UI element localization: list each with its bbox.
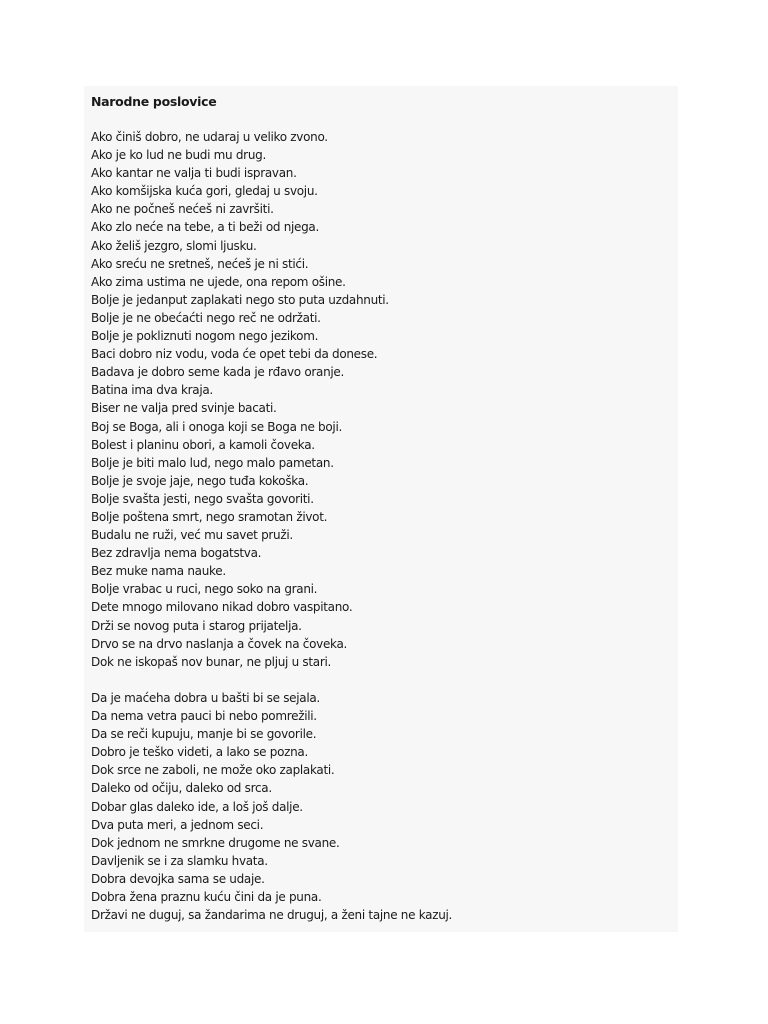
document-title: Narodne poslovice	[91, 94, 217, 109]
proverb-line: Dok ne iskopaš nov bunar, ne pljuj u stari.	[91, 654, 331, 669]
proverb-line: Davljenik se i za slamku hvata.	[91, 853, 268, 868]
proverb-line: Ako činiš dobro, ne udaraj u veliko zvono.	[91, 130, 328, 144]
proverb-line: Badava je dobro seme kada je rđavo oranje.	[91, 365, 345, 380]
proverb-line: Bolje je pokliznuti nogom nego jezikom.	[91, 329, 319, 344]
proverb-line: Bolest i planinu obori, a kamoli čoveka.	[91, 437, 315, 452]
proverb-line: Bez zdravlja nema bogatstva.	[91, 546, 262, 561]
proverb-line: Da je maćeha dobra u bašti bi se sejala.	[91, 691, 320, 705]
proverb-line: Dva puta meri, a jednom seci.	[91, 817, 264, 832]
proverb-line: Budalu ne ruži, već mu savet pruži.	[91, 528, 293, 543]
proverb-line: Ako ne počneš nećeš ni završiti.	[91, 202, 274, 217]
proverb-list-second	[91, 689, 452, 924]
proverb-line: Da se reči kupuju, manje bi se govorile.	[91, 727, 317, 742]
proverb-list-first	[91, 128, 389, 671]
proverb-line: Bolje je ne obećaćti nego reč ne održati.	[91, 310, 321, 325]
proverb-line: Drži se novog puta i starog prijatelja.	[91, 618, 302, 633]
proverb-line: Bolje je biti malo lud, nego malo pametan.	[91, 455, 334, 470]
proverb-line: Ako kantar ne valja ti budi ispravan.	[91, 166, 297, 181]
proverb-line: Biser ne valja pred svinje bacati.	[91, 401, 277, 416]
proverb-line: Daleko od očiju, daleko od srca.	[91, 781, 272, 796]
proverb-line: Dobar glas daleko ide, a loš još dalje.	[91, 799, 303, 814]
proverb-line: Bolje poštena smrt, nego sramotan život.	[91, 509, 328, 524]
proverb-line: Ako zima ustima ne ujede, ona repom ošine.	[91, 274, 346, 289]
proverb-line: Bolje je svoje jaje, nego tuđa kokoška.	[91, 473, 309, 488]
proverb-line: Državi ne duguj, sa žandarima ne druguj, a ženi tajne ne kazuj.	[91, 908, 453, 923]
proverb-line: Ako zlo neće na tebe, a ti beži od njega.	[91, 220, 319, 235]
proverb-line: Dobra devojka sama se udaje.	[91, 871, 265, 886]
proverb-line: Dok jednom ne smrkne drugome ne svane.	[91, 835, 340, 850]
proverb-line: Dete mnogo milovano nikad dobro vaspitano.	[91, 600, 353, 615]
proverb-line: Batina ima dva kraja.	[91, 383, 213, 398]
proverb-line: Baci dobro niz vodu, voda će opet tebi da donese.	[91, 347, 378, 362]
proverb-line: Ako sreću ne sretneš, nećeš je ni stići.	[91, 256, 309, 271]
proverb-line: Bolje je jedanput zaplakati nego sto puta uzdahnuti.	[91, 292, 389, 307]
proverb-line: Ako želiš jezgro, slomi ljusku.	[91, 238, 257, 253]
proverb-line: Ako komšijska kuća gori, gledaj u svoju.	[91, 184, 318, 199]
proverb-line: Drvo se na drvo naslanja a čovek na čoveka.	[91, 636, 348, 651]
proverb-line: Dobro je teško videti, a lako se pozna.	[91, 745, 308, 760]
proverb-line: Dok srce ne zaboli, ne može oko zaplakati.	[91, 763, 335, 778]
proverb-line: Da nema vetra pauci bi nebo pomrežili.	[91, 709, 317, 724]
proverb-line: Ako je ko lud ne budi mu drug.	[91, 148, 266, 163]
proverb-line: Bolje vrabac u ruci, nego soko na grani.	[91, 582, 318, 597]
proverb-line: Boj se Boga, ali i onoga koji se Boga ne boji.	[91, 419, 343, 434]
proverb-line: Bez muke nama nauke.	[91, 564, 226, 579]
proverb-line: Dobra žena praznu kuću čini da je puna.	[91, 890, 322, 905]
proverb-line: Bolje svašta jesti, nego svašta govoriti.	[91, 491, 314, 506]
